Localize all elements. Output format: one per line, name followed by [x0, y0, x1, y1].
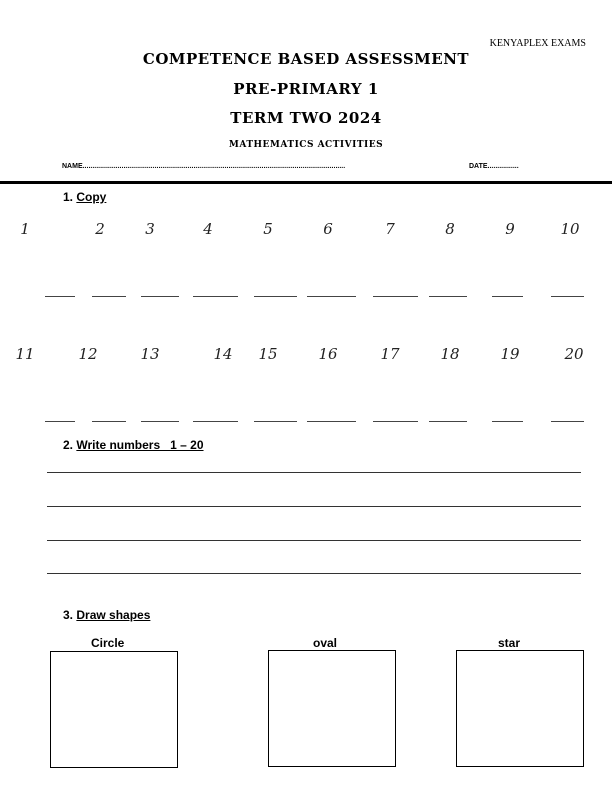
- copy-blank-line[interactable]: [254, 421, 297, 422]
- number-to-copy: 8: [445, 220, 455, 238]
- writing-line[interactable]: [47, 506, 581, 507]
- copy-blank-line[interactable]: [141, 296, 179, 297]
- shape-label-circle: Circle: [91, 636, 125, 650]
- question-1-heading: 1. Copy: [63, 190, 107, 204]
- number-to-copy: 7: [385, 220, 395, 238]
- number-to-copy: 4: [203, 220, 213, 238]
- copy-blank-line[interactable]: [92, 421, 126, 422]
- copy-blank-line[interactable]: [429, 421, 467, 422]
- date-field[interactable]: DATE................: [469, 163, 519, 170]
- subject: MATHEMATICS ACTIVITIES: [228, 140, 384, 150]
- term: TERM TWO 2024: [230, 109, 382, 127]
- copy-blank-line[interactable]: [373, 296, 418, 297]
- number-to-copy: 20: [564, 345, 584, 363]
- number-to-copy: 17: [380, 345, 400, 363]
- star-drawing-box[interactable]: [456, 650, 584, 767]
- copy-blank-line[interactable]: [141, 421, 179, 422]
- shape-label-oval: oval: [313, 636, 338, 650]
- copy-blank-line[interactable]: [551, 296, 584, 297]
- circle-drawing-box[interactable]: [50, 651, 178, 768]
- copy-blank-line[interactable]: [551, 421, 584, 422]
- number-to-copy: 16: [318, 345, 338, 363]
- writing-line[interactable]: [47, 573, 581, 574]
- number-to-copy: 14: [213, 345, 233, 363]
- title: COMPETENCE BASED ASSESSMENT: [142, 50, 470, 68]
- copy-blank-line[interactable]: [307, 296, 356, 297]
- copy-blank-line[interactable]: [373, 421, 418, 422]
- question-2-heading: 2. Write numbers 1 – 20: [63, 438, 204, 452]
- number-to-copy: 1: [20, 220, 30, 238]
- number-to-copy: 10: [560, 220, 580, 238]
- number-to-copy: 13: [140, 345, 160, 363]
- number-to-copy: 18: [440, 345, 460, 363]
- number-to-copy: 19: [500, 345, 520, 363]
- shape-label-star: star: [498, 636, 521, 650]
- oval-drawing-box[interactable]: [268, 650, 396, 767]
- copy-blank-line[interactable]: [193, 421, 238, 422]
- number-to-copy: 3: [145, 220, 155, 238]
- writing-line[interactable]: [47, 540, 581, 541]
- copy-blank-line[interactable]: [307, 421, 356, 422]
- number-to-copy: 11: [15, 345, 35, 363]
- number-to-copy: 9: [505, 220, 515, 238]
- number-to-copy: 12: [78, 345, 98, 363]
- number-to-copy: 5: [263, 220, 273, 238]
- copy-blank-line[interactable]: [429, 296, 467, 297]
- copy-blank-line[interactable]: [92, 296, 126, 297]
- copy-blank-line[interactable]: [492, 296, 523, 297]
- number-to-copy: 15: [258, 345, 278, 363]
- header-divider: [0, 181, 612, 184]
- copy-blank-line[interactable]: [45, 296, 75, 297]
- name-field[interactable]: NAME.......................................................................................................................................: [62, 163, 346, 170]
- grade: PRE-PRIMARY 1: [233, 80, 379, 98]
- copy-blank-line[interactable]: [492, 421, 523, 422]
- number-to-copy: 2: [95, 220, 105, 238]
- publisher: KENYAPLEX EXAMS: [489, 38, 586, 49]
- writing-line[interactable]: [47, 472, 581, 473]
- copy-blank-line[interactable]: [45, 421, 75, 422]
- copy-blank-line[interactable]: [193, 296, 238, 297]
- number-to-copy: 6: [323, 220, 333, 238]
- question-3-heading: 3. Draw shapes: [63, 608, 151, 622]
- copy-blank-line[interactable]: [254, 296, 297, 297]
